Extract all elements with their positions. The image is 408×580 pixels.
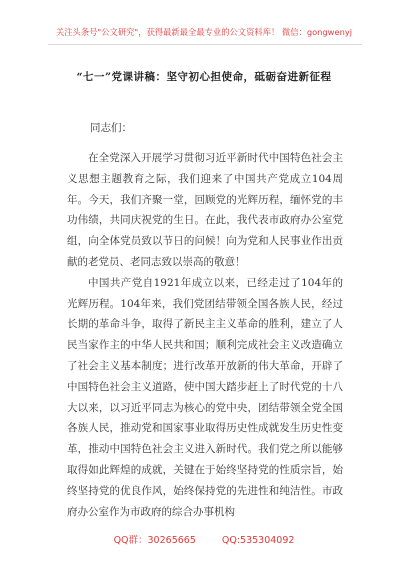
document-body xyxy=(67,148,343,522)
paragraph-1: 在全党深入开展学习贯彻习近平新时代中国特色社会主义思想主题教育之际，我们迎来了中国共产党成立104周年。今天，我们齐聚一堂，回顾党的光辉历程，缅怀党的丰功伟绩，共同庆祝党的生日。在此，我代表市政府办公室党组，向全体党员致以节日的问候！向为党和人民事业作出贡献的老党员、老同志致以崇高的敬意！ xyxy=(67,152,343,268)
footer-contact xyxy=(0,532,408,546)
paragraph-2: 中国共产党自1921年成立以来，已经走过了104年的光辉历程。104年来，我们党团结带领全国各族人民，经过长期的革命斗争，取得了新民主主义革命的胜利，建立了人民当家作主的中华人民共和国；顺利完成社会主义改造确立了社会主义基本制度；进行改革开放新的伟大革命，开辟了中国特色社会主义道路，使中国大踏步赶上了时代党的十八大以来，以习近平同志为核心的党中央，团结带领全党全国各族人民，推动党和国家事业取得历史性成就发生历史性变革，推动中国特色社会主义进入新时代。我们党之所以能够取得如此辉煌的成就，关键在于始终坚持党的性质宗旨，始终坚持党的优良作风，始终保持党的先进性和纯洁性。市政府办公室作为市政府的综合办事机构 xyxy=(67,276,343,518)
header-notice: 关注头条号"公文研究"，获得最新最全最专业的公文资料库！ 微信：gongwenyj xyxy=(55,27,353,37)
footer-qq-group: QQ群：30265665 xyxy=(113,535,196,546)
greeting: 同志们： xyxy=(90,122,132,134)
footer-qq-number: QQ:535304092 xyxy=(221,535,295,546)
header-divider xyxy=(48,44,362,45)
document-title: “七一”党课讲稿：坚守初心担使命，砥砺奋进新征程 xyxy=(76,71,332,83)
